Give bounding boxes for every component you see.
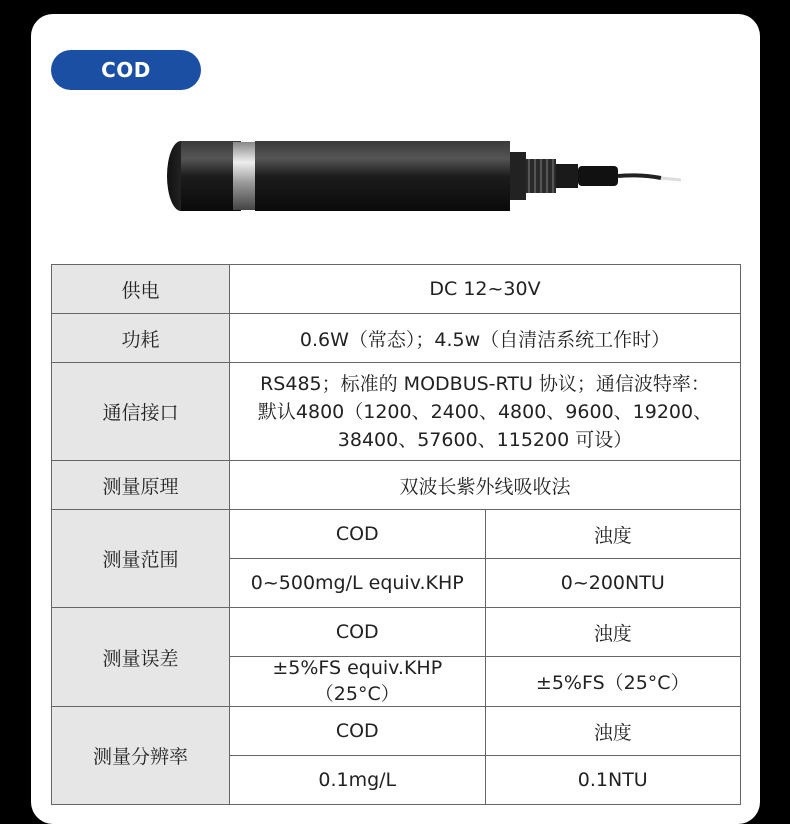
range-turbidity-head: 浊度 xyxy=(485,510,741,559)
resolution-cod-value: 0.1mg/L xyxy=(230,756,486,805)
resolution-turbidity-head: 浊度 xyxy=(485,707,741,756)
error-cod-value: ±5%FS equiv.KHP（25°C） xyxy=(230,657,486,707)
principle-value: 双波长紫外线吸收法 xyxy=(230,461,741,510)
table-row xyxy=(52,461,741,510)
table-row xyxy=(52,608,741,657)
interface-line: 38400、57600、115200 可设） xyxy=(337,428,633,451)
table-row xyxy=(52,707,741,756)
interface-value xyxy=(230,363,741,461)
table-row xyxy=(52,314,741,363)
range-cod-head: COD xyxy=(230,510,486,559)
error-turbidity-head: 浊度 xyxy=(485,608,741,657)
table-row xyxy=(52,510,741,559)
cod-badge: COD xyxy=(51,50,201,90)
resolution-cod-head: COD xyxy=(230,707,486,756)
principle-label: 测量原理 xyxy=(52,461,230,510)
range-turbidity-value: 0~200NTU xyxy=(485,559,741,608)
range-cod-value: 0~500mg/L equiv.KHP xyxy=(230,559,486,608)
error-turbidity-value: ±5%FS（25°C） xyxy=(485,657,741,707)
spec-table xyxy=(51,264,741,805)
interface-line: RS485；标准的 MODBUS-RTU 协议；通信波特率： xyxy=(260,372,710,395)
table-row xyxy=(52,363,741,461)
resolution-label: 测量分辨率 xyxy=(52,707,230,805)
resolution-turbidity-value: 0.1NTU xyxy=(485,756,741,805)
interface-label: 通信接口 xyxy=(52,363,230,461)
power-consumption-value: 0.6W（常态）；4.5w（自清洁系统工作时） xyxy=(230,314,741,363)
power-supply-value: DC 12~30V xyxy=(230,265,741,314)
error-label: 测量误差 xyxy=(52,608,230,707)
range-label: 测量范围 xyxy=(52,510,230,608)
power-supply-label: 供电 xyxy=(52,265,230,314)
spec-card xyxy=(31,14,760,824)
power-consumption-label: 功耗 xyxy=(52,314,230,363)
sensor-probe-image xyxy=(161,134,721,224)
error-cod-head: COD xyxy=(230,608,486,657)
table-row xyxy=(52,265,741,314)
interface-line: 默认4800（1200、2400、4800、9600、19200、 xyxy=(257,400,713,423)
